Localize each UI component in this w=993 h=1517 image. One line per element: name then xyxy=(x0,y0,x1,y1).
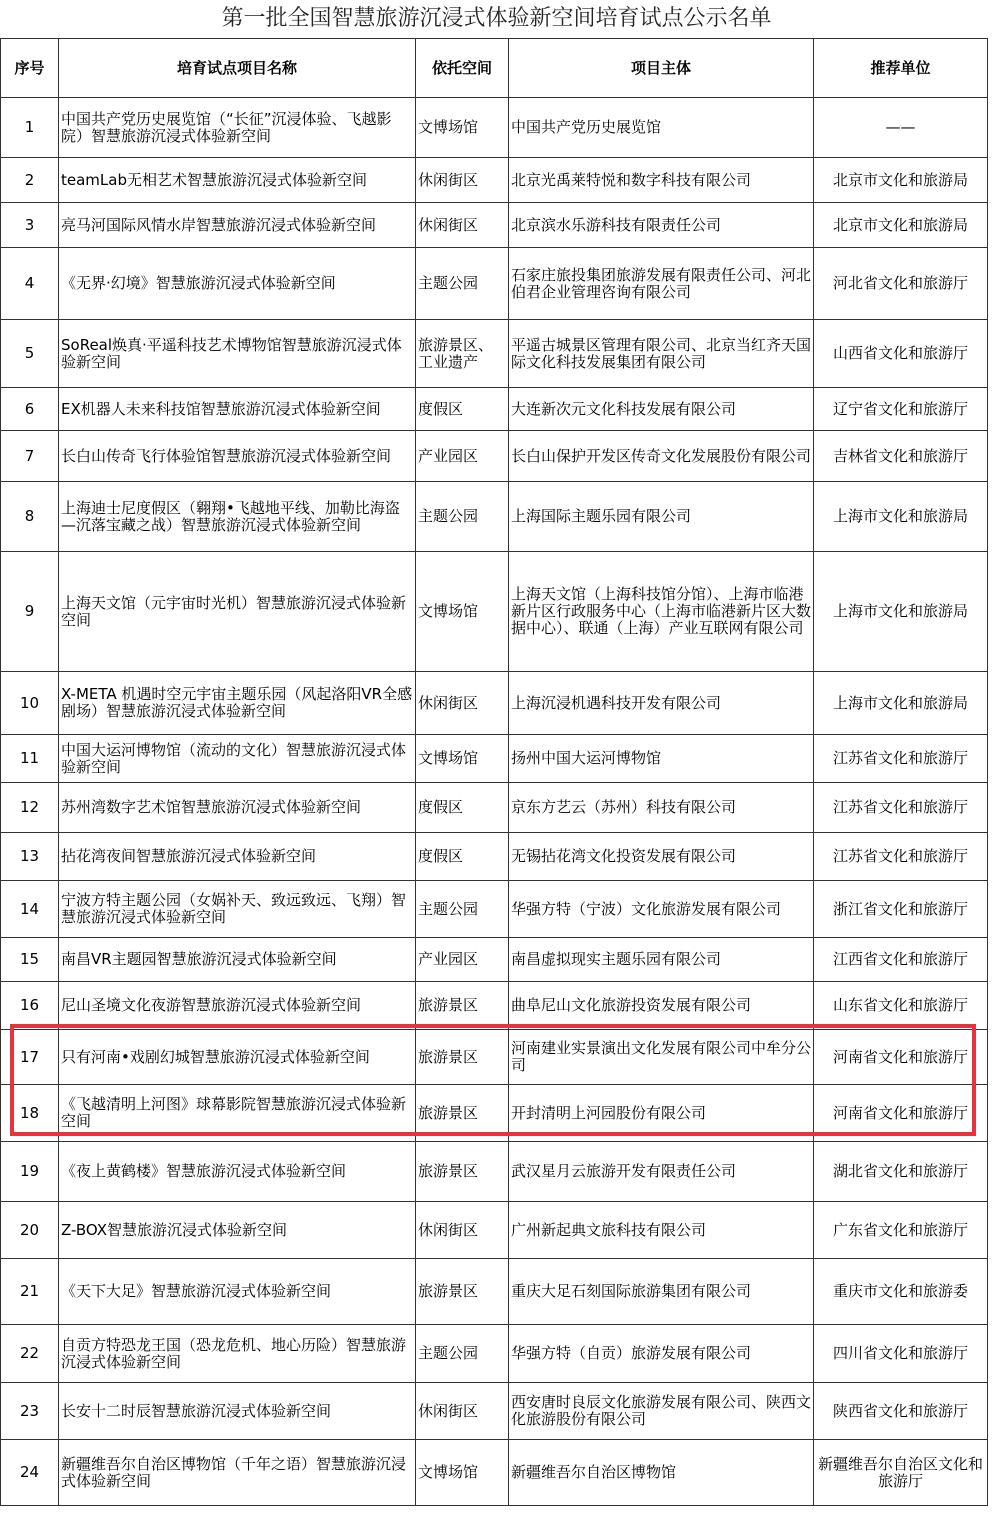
table-row xyxy=(1,203,988,248)
row-recommender: 陕西省文化和旅游厅 xyxy=(814,1383,988,1440)
row-project-name: 苏州湾数字艺术馆智慧旅游沉浸式体验新空间 xyxy=(59,783,416,833)
table-row xyxy=(1,320,988,388)
row-index: 5 xyxy=(1,320,59,388)
table-row xyxy=(1,938,988,982)
table-row xyxy=(1,431,988,482)
row-index: 4 xyxy=(1,248,59,320)
row-subject: 北京滨水乐游科技有限责任公司 xyxy=(509,203,814,248)
row-subject: 北京光禹莱特悦和数字科技有限公司 xyxy=(509,158,814,203)
row-index: 1 xyxy=(1,98,59,158)
row-index: 8 xyxy=(1,482,59,552)
row-recommender: 江苏省文化和旅游厅 xyxy=(814,735,988,783)
row-space: 产业园区 xyxy=(416,431,509,482)
row-recommender: 湖北省文化和旅游厅 xyxy=(814,1142,988,1202)
row-recommender: 上海市文化和旅游局 xyxy=(814,672,988,735)
row-subject: 新疆维吾尔自治区博物馆 xyxy=(509,1440,814,1506)
table-row xyxy=(1,388,988,431)
row-subject: 重庆大足石刻国际旅游集团有限公司 xyxy=(509,1259,814,1325)
row-project-name: X-META 机遇时空元宇宙主题乐园（风起洛阳VR全感剧场）智慧旅游沉浸式体验新空间 xyxy=(59,672,416,735)
row-space: 主题公园 xyxy=(416,482,509,552)
row-project-name: 中国大运河博物馆（流动的文化）智慧旅游沉浸式体验新空间 xyxy=(59,735,416,783)
row-subject: 中国共产党历史展览馆 xyxy=(509,98,814,158)
row-project-name: SoReal焕真·平遥科技艺术博物馆智慧旅游沉浸式体验新空间 xyxy=(59,320,416,388)
row-space: 旅游景区 xyxy=(416,1142,509,1202)
row-project-name: 《无界·幻境》智慧旅游沉浸式体验新空间 xyxy=(59,248,416,320)
row-subject: 上海沉浸机遇科技开发有限公司 xyxy=(509,672,814,735)
table-row xyxy=(1,1142,988,1202)
row-index: 10 xyxy=(1,672,59,735)
row-subject: 平遥古城景区管理有限公司、北京当红齐天国际文化科技发展集团有限公司 xyxy=(509,320,814,388)
row-index: 19 xyxy=(1,1142,59,1202)
row-space: 文博场馆 xyxy=(416,1440,509,1506)
row-subject: 扬州中国大运河博物馆 xyxy=(509,735,814,783)
row-subject: 长白山保护开发区传奇文化发展股份有限公司 xyxy=(509,431,814,482)
row-project-name: 中国共产党历史展览馆（“长征”沉浸体验、飞越影院）智慧旅游沉浸式体验新空间 xyxy=(59,98,416,158)
row-project-name: Z-BOX智慧旅游沉浸式体验新空间 xyxy=(59,1202,416,1259)
table-body xyxy=(1,98,988,1506)
row-space: 主题公园 xyxy=(416,1325,509,1383)
row-project-name: 上海迪士尼度假区（翱翔•飞越地平线、加勒比海盗—沉落宝藏之战）智慧旅游沉浸式体验新空间 xyxy=(59,482,416,552)
row-recommender: 重庆市文化和旅游委 xyxy=(814,1259,988,1325)
row-project-name: teamLab无相艺术智慧旅游沉浸式体验新空间 xyxy=(59,158,416,203)
table-row xyxy=(1,248,988,320)
row-subject: 无锡拈花湾文化投资发展有限公司 xyxy=(509,833,814,881)
row-project-name: 尼山圣境文化夜游智慧旅游沉浸式体验新空间 xyxy=(59,982,416,1030)
header-space: 依托空间 xyxy=(416,39,509,98)
table-header-row xyxy=(1,39,988,98)
table-row xyxy=(1,1085,988,1142)
row-subject: 上海天文馆（上海科技馆分馆）、上海市临港新片区行政服务中心（上海市临港新片区大数据中心）、联通（上海）产业互联网有限公司 xyxy=(509,552,814,672)
row-project-name: 只有河南•戏剧幻城智慧旅游沉浸式体验新空间 xyxy=(59,1030,416,1085)
row-subject: 南昌虚拟现实主题乐园有限公司 xyxy=(509,938,814,982)
row-space: 旅游景区、工业遗产 xyxy=(416,320,509,388)
row-recommender: 江苏省文化和旅游厅 xyxy=(814,783,988,833)
row-project-name: 《天下大足》智慧旅游沉浸式体验新空间 xyxy=(59,1259,416,1325)
row-recommender: 上海市文化和旅游局 xyxy=(814,482,988,552)
row-index: 13 xyxy=(1,833,59,881)
row-recommender: 江西省文化和旅游厅 xyxy=(814,938,988,982)
table-row xyxy=(1,1383,988,1440)
row-space: 主题公园 xyxy=(416,248,509,320)
table-row xyxy=(1,1440,988,1506)
row-recommender: —— xyxy=(814,98,988,158)
row-index: 12 xyxy=(1,783,59,833)
row-recommender: 新疆维吾尔自治区文化和旅游厅 xyxy=(814,1440,988,1506)
row-index: 14 xyxy=(1,881,59,938)
table-row xyxy=(1,735,988,783)
table-row xyxy=(1,1259,988,1325)
row-index: 15 xyxy=(1,938,59,982)
table-row xyxy=(1,881,988,938)
row-recommender: 河北省文化和旅游厅 xyxy=(814,248,988,320)
row-project-name: 南昌VR主题园智慧旅游沉浸式体验新空间 xyxy=(59,938,416,982)
row-recommender: 山东省文化和旅游厅 xyxy=(814,982,988,1030)
row-recommender: 吉林省文化和旅游厅 xyxy=(814,431,988,482)
row-subject: 华强方特（宁波）文化旅游发展有限公司 xyxy=(509,881,814,938)
row-space: 休闲街区 xyxy=(416,1202,509,1259)
row-subject: 上海国际主题乐园有限公司 xyxy=(509,482,814,552)
row-project-name: 新疆维吾尔自治区博物馆（千年之语）智慧旅游沉浸式体验新空间 xyxy=(59,1440,416,1506)
row-index: 22 xyxy=(1,1325,59,1383)
table-row xyxy=(1,552,988,672)
row-subject: 石家庄旅投集团旅游发展有限责任公司、河北伯君企业管理咨询有限公司 xyxy=(509,248,814,320)
row-recommender: 北京市文化和旅游局 xyxy=(814,158,988,203)
row-project-name: 上海天文馆（元宇宙时光机）智慧旅游沉浸式体验新空间 xyxy=(59,552,416,672)
row-index: 16 xyxy=(1,982,59,1030)
row-subject: 河南建业实景演出文化发展有限公司中牟分公司 xyxy=(509,1030,814,1085)
row-project-name: 拈花湾夜间智慧旅游沉浸式体验新空间 xyxy=(59,833,416,881)
row-recommender: 江苏省文化和旅游厅 xyxy=(814,833,988,881)
row-index: 3 xyxy=(1,203,59,248)
row-space: 休闲街区 xyxy=(416,203,509,248)
table-row xyxy=(1,783,988,833)
row-project-name: 《夜上黄鹤楼》智慧旅游沉浸式体验新空间 xyxy=(59,1142,416,1202)
row-space: 度假区 xyxy=(416,388,509,431)
header-index: 序号 xyxy=(1,39,59,98)
row-subject: 华强方特（自贡）旅游发展有限公司 xyxy=(509,1325,814,1383)
row-project-name: 长白山传奇飞行体验馆智慧旅游沉浸式体验新空间 xyxy=(59,431,416,482)
row-space: 度假区 xyxy=(416,833,509,881)
row-space: 度假区 xyxy=(416,783,509,833)
table-row xyxy=(1,1030,988,1085)
row-space: 产业园区 xyxy=(416,938,509,982)
row-index: 21 xyxy=(1,1259,59,1325)
page-title: 第一批全国智慧旅游沉浸式体验新空间培育试点公示名单 xyxy=(221,6,772,31)
row-project-name: 亮马河国际风情水岸智慧旅游沉浸式体验新空间 xyxy=(59,203,416,248)
header-name: 培育试点项目名称 xyxy=(59,39,416,98)
row-recommender: 河南省文化和旅游厅 xyxy=(814,1085,988,1142)
pilot-list-table xyxy=(0,38,988,1506)
row-space: 休闲街区 xyxy=(416,1383,509,1440)
table-row xyxy=(1,982,988,1030)
row-recommender: 河南省文化和旅游厅 xyxy=(814,1030,988,1085)
row-recommender: 辽宁省文化和旅游厅 xyxy=(814,388,988,431)
row-project-name: EX机器人未来科技馆智慧旅游沉浸式体验新空间 xyxy=(59,388,416,431)
row-subject: 开封清明上河园股份有限公司 xyxy=(509,1085,814,1142)
row-recommender: 浙江省文化和旅游厅 xyxy=(814,881,988,938)
row-space: 主题公园 xyxy=(416,881,509,938)
row-recommender: 山西省文化和旅游厅 xyxy=(814,320,988,388)
row-space: 旅游景区 xyxy=(416,1085,509,1142)
row-subject: 京东方艺云（苏州）科技有限公司 xyxy=(509,783,814,833)
row-space: 文博场馆 xyxy=(416,552,509,672)
header-recommender: 推荐单位 xyxy=(814,39,988,98)
row-recommender: 北京市文化和旅游局 xyxy=(814,203,988,248)
row-project-name: 长安十二时辰智慧旅游沉浸式体验新空间 xyxy=(59,1383,416,1440)
row-index: 9 xyxy=(1,552,59,672)
row-index: 2 xyxy=(1,158,59,203)
row-space: 旅游景区 xyxy=(416,1030,509,1085)
table-row xyxy=(1,1202,988,1259)
row-subject: 武汉星月云旅游开发有限责任公司 xyxy=(509,1142,814,1202)
row-recommender: 广东省文化和旅游厅 xyxy=(814,1202,988,1259)
table-row xyxy=(1,482,988,552)
table-row xyxy=(1,158,988,203)
table-row xyxy=(1,672,988,735)
row-subject: 西安唐时良辰文化旅游发展有限公司、陕西文化旅游股份有限公司 xyxy=(509,1383,814,1440)
row-space: 休闲街区 xyxy=(416,158,509,203)
row-space: 文博场馆 xyxy=(416,98,509,158)
row-index: 7 xyxy=(1,431,59,482)
row-index: 20 xyxy=(1,1202,59,1259)
table-row xyxy=(1,1325,988,1383)
row-project-name: 《飞越清明上河图》球幕影院智慧旅游沉浸式体验新空间 xyxy=(59,1085,416,1142)
header-subject: 项目主体 xyxy=(509,39,814,98)
row-index: 6 xyxy=(1,388,59,431)
row-recommender: 上海市文化和旅游局 xyxy=(814,552,988,672)
row-space: 休闲街区 xyxy=(416,672,509,735)
row-subject: 广州新起典文旅科技有限公司 xyxy=(509,1202,814,1259)
row-subject: 曲阜尼山文化旅游投资发展有限公司 xyxy=(509,982,814,1030)
row-recommender: 四川省文化和旅游厅 xyxy=(814,1325,988,1383)
row-space: 旅游景区 xyxy=(416,1259,509,1325)
table-row xyxy=(1,98,988,158)
row-index: 23 xyxy=(1,1383,59,1440)
row-index: 11 xyxy=(1,735,59,783)
row-project-name: 自贡方特恐龙王国（恐龙危机、地心历险）智慧旅游沉浸式体验新空间 xyxy=(59,1325,416,1383)
row-index: 17 xyxy=(1,1030,59,1085)
row-space: 旅游景区 xyxy=(416,982,509,1030)
row-space: 文博场馆 xyxy=(416,735,509,783)
row-project-name: 宁波方特主题公园（女娲补天、致远致远、飞翔）智慧旅游沉浸式体验新空间 xyxy=(59,881,416,938)
row-index: 18 xyxy=(1,1085,59,1142)
table-row xyxy=(1,833,988,881)
row-index: 24 xyxy=(1,1440,59,1506)
row-subject: 大连新次元文化科技发展有限公司 xyxy=(509,388,814,431)
